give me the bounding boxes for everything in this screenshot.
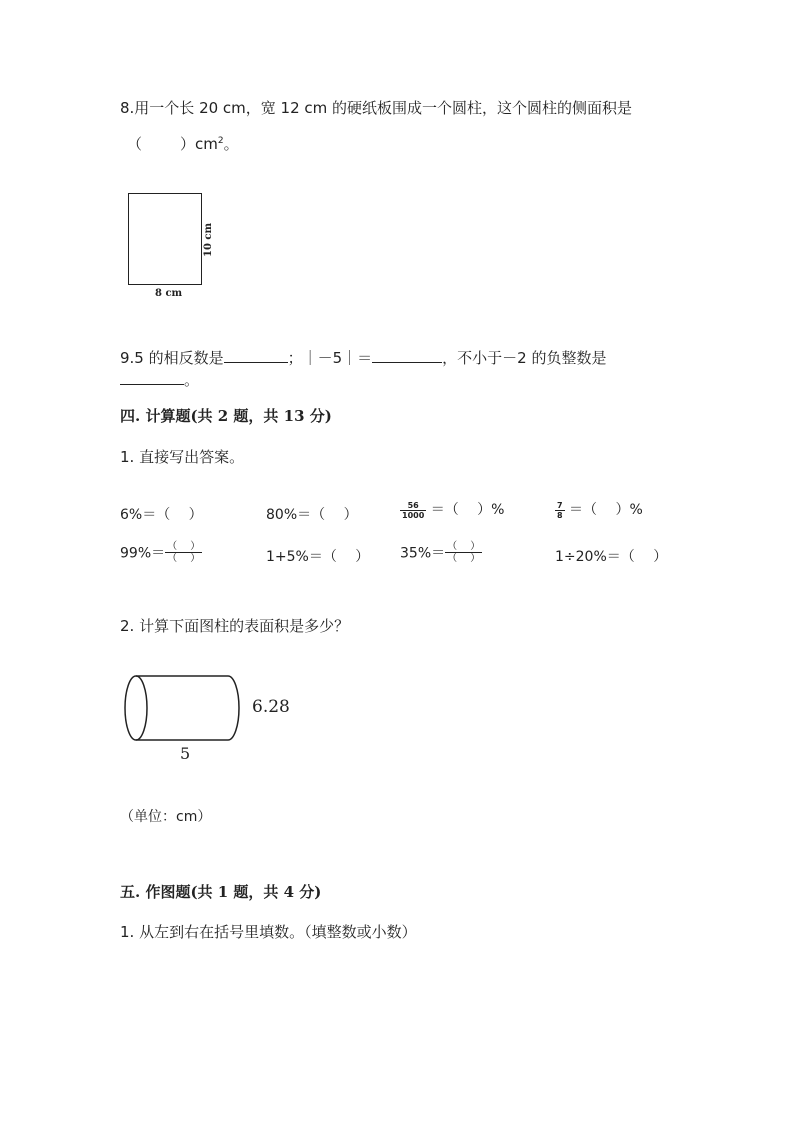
q9-part4: 。 [184, 371, 200, 389]
unit-note: （单位：cm） [120, 809, 212, 825]
calc-99-percent [120, 541, 202, 564]
fraction-denominator[interactable]: （ ） [167, 553, 201, 564]
q8-line-end: 。 [223, 135, 239, 153]
section5-title: 五. 作图题(共 1 题，共 4 分) [120, 883, 322, 901]
q9-blank-2[interactable] [372, 348, 442, 363]
fraction-numerator: 56 [400, 501, 426, 511]
q9-part3: ，不小于－2 的负整数是 [442, 349, 607, 367]
calc-56-rest: ＝（ ）% [430, 502, 505, 518]
q8-height-label: 10 cm [203, 222, 214, 257]
q8-rectangle-figure [128, 193, 202, 285]
q8-unit-superscript: 2 [217, 136, 224, 146]
fraction-7-8 [555, 501, 565, 520]
calc-56-over-1000 [400, 499, 504, 520]
q8-text-line1: 8.用一个长 20 cm，宽 12 cm 的硬纸板围成一个圆柱，这个圆柱的侧面积是 [120, 99, 633, 117]
fraction-denominator[interactable]: （ ） [447, 553, 481, 564]
section4-q1-text: 1. 直接写出答案。 [120, 448, 245, 466]
calc-1-plus-5-percent: 1+5%＝（ ） [266, 549, 370, 565]
fraction-numerator[interactable]: （ ） [447, 541, 481, 552]
cylinder-right-arc [228, 676, 239, 740]
calc-35-percent [400, 541, 482, 564]
section4-q2-text: 2. 计算下面图柱的表面积是多少？ [120, 617, 350, 635]
q9-text-line1 [120, 347, 607, 368]
q9-part2: ；｜－5｜＝ [287, 349, 373, 367]
q9-blank-3[interactable] [120, 370, 184, 385]
fraction-numerator[interactable]: （ ） [167, 541, 201, 552]
q9-part1: 9.5 的相反数是 [120, 349, 224, 367]
q9-text-line2 [120, 369, 199, 390]
fraction-numerator: 7 [557, 500, 563, 510]
calc-7-over-8 [555, 499, 643, 520]
section4-title: 四. 计算题(共 2 题，共 13 分) [120, 407, 332, 425]
fraction-blank [445, 541, 482, 564]
calc-7-rest: ＝（ ）% [569, 502, 643, 518]
cylinder-side-label: 6.28 [252, 697, 290, 717]
q8-height-label-wrap [201, 222, 217, 259]
q8-open-paren: （ [127, 135, 143, 153]
calc-6-percent: 6%＝（ ） [120, 507, 203, 523]
fraction-denominator: 1000 [402, 510, 425, 520]
calc-1-div-20-percent: 1÷20%＝（ ） [555, 549, 668, 565]
fraction-denominator: 8 [557, 510, 563, 520]
fraction-56-1000 [400, 501, 426, 520]
q8-close-paren-unit: ）cm [180, 135, 218, 153]
cylinder-figure [118, 668, 248, 748]
section5-q1-text: 1. 从左到右在括号里填数。（填整数或小数） [120, 923, 417, 941]
q8-text-line2 [127, 133, 239, 154]
fraction-blank [165, 541, 202, 564]
cylinder-bottom-label: 5 [180, 744, 191, 763]
q9-blank-1[interactable] [224, 348, 288, 363]
calc-99-prefix: 99%＝ [120, 545, 166, 562]
cylinder-left-face [125, 676, 147, 740]
calc-35-prefix: 35%＝ [400, 545, 446, 562]
q8-width-label: 8 cm [155, 288, 183, 299]
calc-80-percent: 80%＝（ ） [266, 507, 358, 523]
